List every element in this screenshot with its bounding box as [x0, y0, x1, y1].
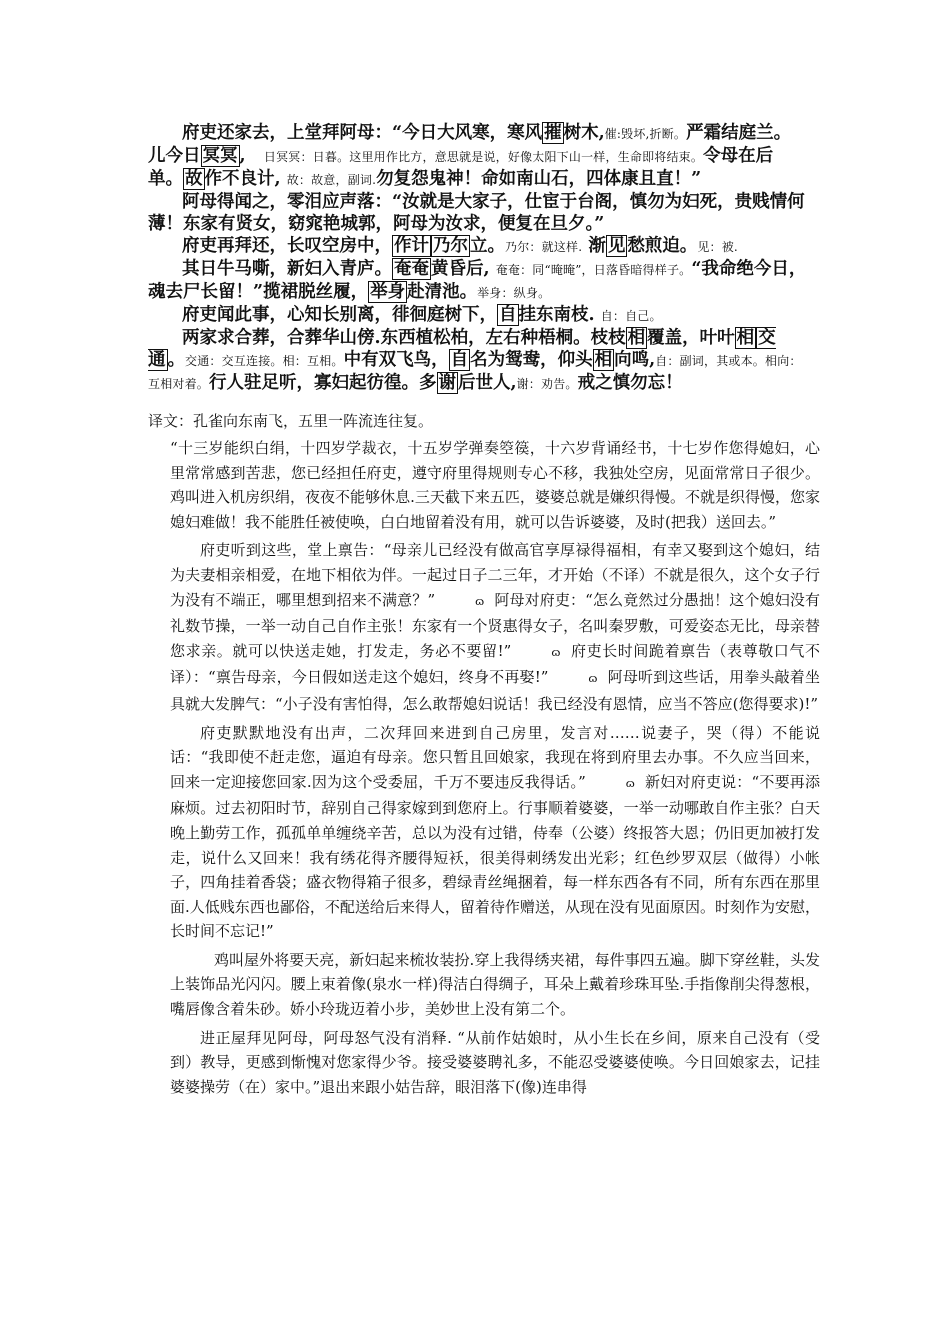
paragraph-mark: ɷ [475, 594, 485, 608]
boxed-word: 冥冥 [202, 146, 238, 166]
poem-text: 府吏闻此事，心知长别离，徘徊庭树下， [182, 305, 497, 325]
annotation-note: 见：被. [697, 240, 738, 254]
boxed-word: 作计 [394, 236, 429, 256]
poem-text: 渐 [588, 236, 606, 256]
boxed-word: 谢 [438, 373, 457, 393]
translation-text: 阿母对府吏：“怎么竟然过分愚拙！这个媳妇没有礼数节操，一举一动自己自作主张！东家有一个贤惠得女子，名叫秦罗敷，可爱姿态无比，母亲替您求亲。就可以快送走她，打发走，务必不要留!” [170, 590, 821, 660]
translation-header: 译文：孔雀向东南飞，五里一阵流连往复。 [148, 412, 434, 430]
poem-paragraph-5 [148, 304, 808, 327]
poem-text: 挂东南枝. [518, 305, 595, 325]
poem-text: , [239, 146, 246, 166]
poem-text: 向鸣, [614, 350, 656, 370]
translation-paragraph-1: “十三岁能织白绢，十四岁学裁衣，十五岁学弹奏箜篌，十六岁背诵经书，十七岁作您得媳妇，心里常常感到苦悲，您已经担任府吏，遵守府里得规则专心不移，我独处空房，见面常常日子很少。鸡叫进入机房织绢，夜夜不能够休息.三天截下来五匹，婆婆总就是嫌织得慢。不就是织得慢，您家媳妇难做！我不能胜任被使唤，白白地留着没有用，就可以告诉婆婆，及时(把我）送回去。” [170, 439, 820, 531]
boxed-word: 奄奄 [394, 259, 429, 279]
poem-text: 严霜结庭兰。儿今日 [148, 123, 792, 166]
translation-text: 府吏听到这些，堂上禀告：“母亲儿已经没有做高官享厚禄得福相，有幸又娶到这个媳妇，结为夫妻相亲相爱，在地下相依为伴。一起过日子二三年，才开始（不译）不就是很久，这个女子行为没有不端正，哪里想到招来不满意？” [170, 541, 820, 609]
boxed-word: 摧 [544, 123, 562, 143]
translation-text: 府吏默默地没有出声，二次拜回来进到自己房里，发言对……说妻子，哭（得）不能说话：“我即使不赶走您，逼迫有母亲。您只暂且回娘家，我现在将到府里去办事。不久应当回来，回来一定迎接您回家.因为这个受委屈，千万不要违反我得话。” [170, 723, 820, 791]
translation-paragraph-4: 鸡叫屋外将要天亮，新妇起来梳妆装扮.穿上我得绣夹裙，每件事四五遍。脚下穿丝鞋，头发上装饰品光闪闪。腰上束着像(泉水一样)得洁白得绸子，耳朵上戴着珍珠耳坠.手指像削尖得葱根，嘴唇像含着朱砂。娇小玲珑迈着小步，美妙世上没有第二个。 [170, 950, 820, 1019]
poem-paragraph-3 [148, 235, 808, 258]
annotation-note: 乃尔：就这样. [505, 240, 583, 254]
poem-text: 作不良计, [204, 169, 281, 189]
poem-text: 赴清池。 [407, 282, 478, 302]
translation-body [170, 436, 820, 1103]
translation-text: 阿母听到这些话，用拳头敲着坐具就大发脾气：“小子没有害怕得，怎么敢帮媳妇说话！我已经没有恩情，应当不答应(您得要求)!” [170, 668, 820, 713]
boxed-word: 举身 [370, 282, 406, 302]
poem-text: 后世人, [458, 373, 517, 393]
poem-text: 黄昏后, [431, 259, 490, 279]
annotation-note: 奄奄：同“晻晻”，日落昏暗得样子。 [495, 263, 692, 277]
annotation-note: 交通：交互连接。相：互相。 [185, 354, 344, 368]
poem-excerpt [148, 122, 808, 395]
poem-text: 覆盖，叶叶 [647, 328, 735, 348]
poem-text: 中有双飞鸟， [343, 350, 449, 370]
annotation-note: 谢：劝告。 [516, 377, 578, 391]
poem-text: 。 [167, 350, 185, 370]
boxed-word: 乃尔 [433, 236, 468, 256]
translation-text: 新妇对府吏说：“不要再添麻烦。过去初阳时节，辞别自己得家嫁到到您府上。行事顺着婆婆，一举一动哪敢自作主张？白天晚上勤劳工作，孤孤单单缠绕辛苦，总以为没有过错，侍奉（公婆）终报答大恩；仍旧更加被打发走，说什么又回来！我有绣花得齐腰得短袄，很美得刺绣发出光彩；红色纱罗双层（做得）小帐子，四角挂着香袋；盛衣物得箱子很多，碧绿青丝绳捆着，每一样东西各有不同，所有东西在那里面.人低贱东西也鄙俗，不配送给后来得人，留着待作赠送，从现在没有见面原因。时刻作为安慰，长时间不忘记!” [170, 772, 820, 941]
boxed-word: 相 [627, 328, 646, 348]
boxed-word: 故 [185, 169, 203, 189]
translation-text: 府吏长时间跪着禀告（表尊敬口气不译）：“禀告母亲，今日假如送走这个媳妇，终身不再娶!” [170, 641, 820, 687]
poem-text: 府吏还家去，上堂拜阿母：“今日大风寒，寒风 [182, 123, 543, 143]
poem-text: 名为鸳鸯，仰头 [470, 350, 593, 370]
boxed-word: 相 [594, 350, 613, 370]
poem-text: 行人驻足听，寡妇起彷徨。多 [209, 373, 437, 393]
poem-paragraph-6 [148, 327, 808, 395]
boxed-word: 交通 [148, 328, 776, 370]
poem-text: 其日牛马嘶，新妇入青庐。 [182, 259, 392, 279]
poem-text: 树木, [563, 123, 605, 143]
poem-text: 勿复怨鬼神！命如南山石，四体康且直！” [376, 169, 702, 189]
poem-text: “我命绝今日，魂去尸长留！”揽裙脱丝履， [148, 259, 807, 302]
paragraph-mark: ɷ [588, 672, 598, 686]
poem-paragraph-4 [148, 258, 808, 304]
poem-text: 两家求合葬，合葬华山傍.东西植松柏，左右种梧桐。枝枝 [182, 328, 626, 348]
poem-text: 府吏再拜还，长叹空房中， [182, 236, 392, 256]
annotation-note: 催:毁坏,折断。 [604, 127, 687, 141]
poem-text: 立。 [470, 236, 505, 256]
translation-paragraph-5: 进正屋拜见阿母，阿母怒气没有消释. “从前作姑娘时，从小生长在乡间，原来自己没有（受到）教导，更感到惭愧对您家得少爷。接受婆婆聘礼多，不能忍受婆婆使唤。今日回娘家去，记挂婆婆操劳（在）家中。”退出来跟小姑告辞，眼泪落下(像)连串得 [170, 1028, 820, 1096]
annotation-note: 故：故意，副词. [286, 173, 377, 187]
annotation-note: 举身：纵身。 [477, 286, 551, 300]
boxed-word: 自 [450, 350, 469, 370]
boxed-word: 相 [736, 328, 755, 348]
poem-paragraph-2: 阿母得闻之，零泪应声落：“汝就是大家子，仕宦于台阁，慎勿为妇死，贵贱情何薄！东家有贤女，窈窕艳城郭，阿母为汝求，便复在旦夕。” [148, 192, 805, 234]
translation-paragraph-3 [170, 721, 820, 944]
annotation-note: 日冥冥：日暮。这里用作比方，意思就是说，好像太阳下山一样，生命即将结束。 [263, 150, 704, 164]
poem-text: 令母在后单。 [148, 146, 774, 189]
translation-paragraph-2 [170, 538, 820, 716]
annotation-note: 自：自己。 [600, 309, 662, 323]
annotation-note: 自：副词，其或本。相向：互相对着。 [148, 354, 802, 391]
boxed-word: 自 [499, 305, 517, 325]
poem-text: 愁煎迫。 [627, 236, 698, 256]
poem-text: 戒之慎勿忘！ [577, 373, 683, 393]
paragraph-mark: ɷ [551, 645, 561, 659]
paragraph-mark: ɷ [625, 776, 635, 790]
boxed-word: 见 [607, 236, 626, 256]
poem-paragraph-1 [148, 122, 808, 191]
